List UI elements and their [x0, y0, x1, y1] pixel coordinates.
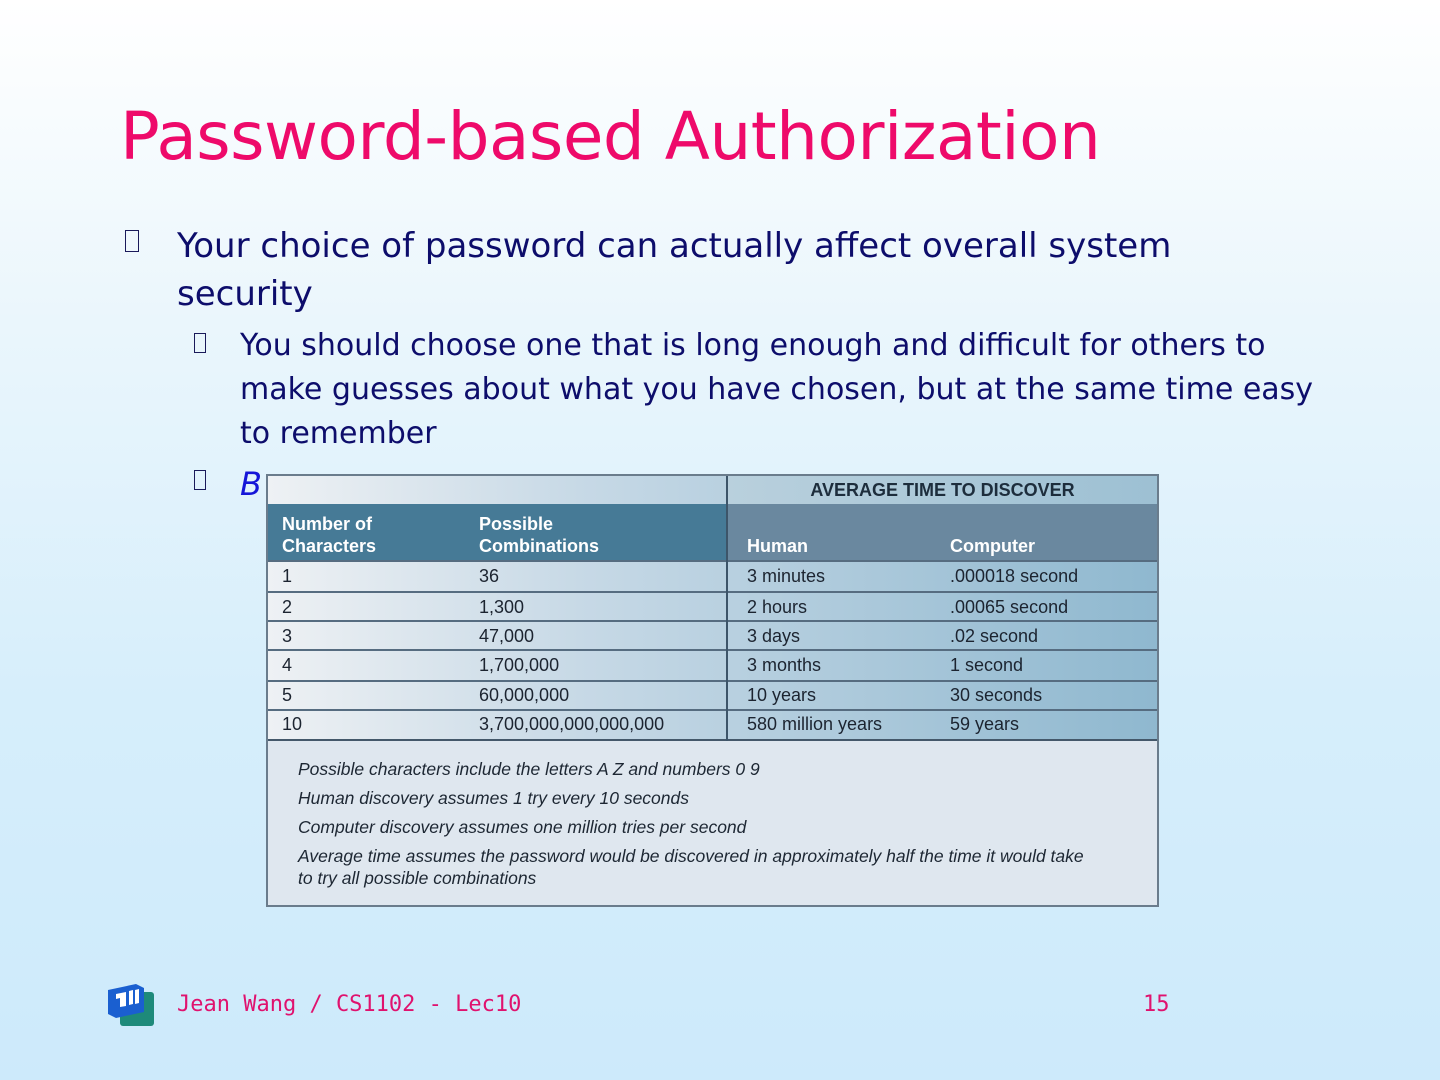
sub-bullet-text-partial: B — [240, 465, 262, 503]
cell-human-time: 580 million years — [747, 714, 883, 734]
cell-characters: 3 — [282, 626, 293, 646]
cell-human-time: 2 hours — [747, 597, 808, 617]
column-header-human: Human — [747, 536, 809, 556]
bullet-text: Your choice of password can actually affect overall system security — [177, 226, 1172, 314]
cell-combinations: 47,000 — [479, 626, 535, 646]
cell-combinations: 1,300 — [479, 597, 525, 617]
cell-computer-time: 30 seconds — [950, 685, 1043, 705]
table-group-header: AVERAGE TIME TO DISCOVER — [726, 476, 1157, 504]
cell-computer-time: .02 second — [950, 626, 1039, 646]
bullet-marker-icon — [194, 333, 206, 353]
cell-computer-time: .000018 second — [950, 566, 1079, 586]
table-row — [268, 562, 1157, 591]
table-notes — [298, 758, 1118, 896]
table-row — [268, 622, 1157, 651]
column-header-characters: Number of Characters — [282, 514, 377, 556]
cell-computer-time: 59 years — [950, 714, 1020, 734]
page-number: 15 — [1143, 992, 1170, 1017]
cell-computer-time: .00065 second — [950, 597, 1069, 617]
table-row — [268, 710, 1157, 739]
table-note: Human discovery assumes 1 try every 10 seconds — [298, 788, 689, 808]
column-header-computer: Computer — [950, 536, 1035, 556]
cell-combinations: 36 — [479, 566, 500, 586]
table-note: Possible characters include the letters A Z and numbers 0 9 — [298, 759, 760, 779]
cell-combinations: 60,000,000 — [479, 685, 570, 705]
cell-human-time: 3 months — [747, 655, 822, 675]
bullet-marker-icon — [125, 230, 139, 252]
table-divider — [268, 739, 1157, 741]
footer-author: Jean Wang / CS1102 - Lec10 — [177, 992, 522, 1017]
cell-human-time: 10 years — [747, 685, 817, 705]
table-note: Average time assumes the password would be discovered in approximately half the time it would take to try all possible combinations — [298, 846, 1084, 888]
cell-combinations: 1,700,000 — [479, 655, 560, 675]
password-time-table — [266, 474, 1159, 907]
table-row — [268, 593, 1157, 622]
cell-characters: 5 — [282, 685, 293, 705]
table-note: Computer discovery assumes one million tries per second — [298, 817, 747, 837]
cell-characters: 10 — [282, 714, 303, 734]
university-logo-icon — [106, 982, 156, 1028]
table-row — [268, 681, 1157, 710]
slide-title: Password-based Authorization — [120, 98, 1101, 175]
cell-characters: 2 — [282, 597, 293, 617]
cell-computer-time: 1 second — [950, 655, 1024, 675]
sub-bullet-text: You should choose one that is long enough and difficult for others to make guesses about what you have chosen, but at the same time easy to remember — [240, 328, 1314, 451]
cell-combinations: 3,700,000,000,000,000 — [479, 714, 665, 734]
table-row — [268, 651, 1157, 680]
column-divider — [726, 476, 728, 741]
cell-human-time: 3 days — [747, 626, 801, 646]
bullet-marker-icon — [194, 470, 206, 490]
cell-characters: 1 — [282, 566, 293, 586]
cell-human-time: 3 minutes — [747, 566, 826, 586]
cell-characters: 4 — [282, 655, 293, 675]
column-header-combinations: Possible Combinations — [479, 514, 599, 556]
